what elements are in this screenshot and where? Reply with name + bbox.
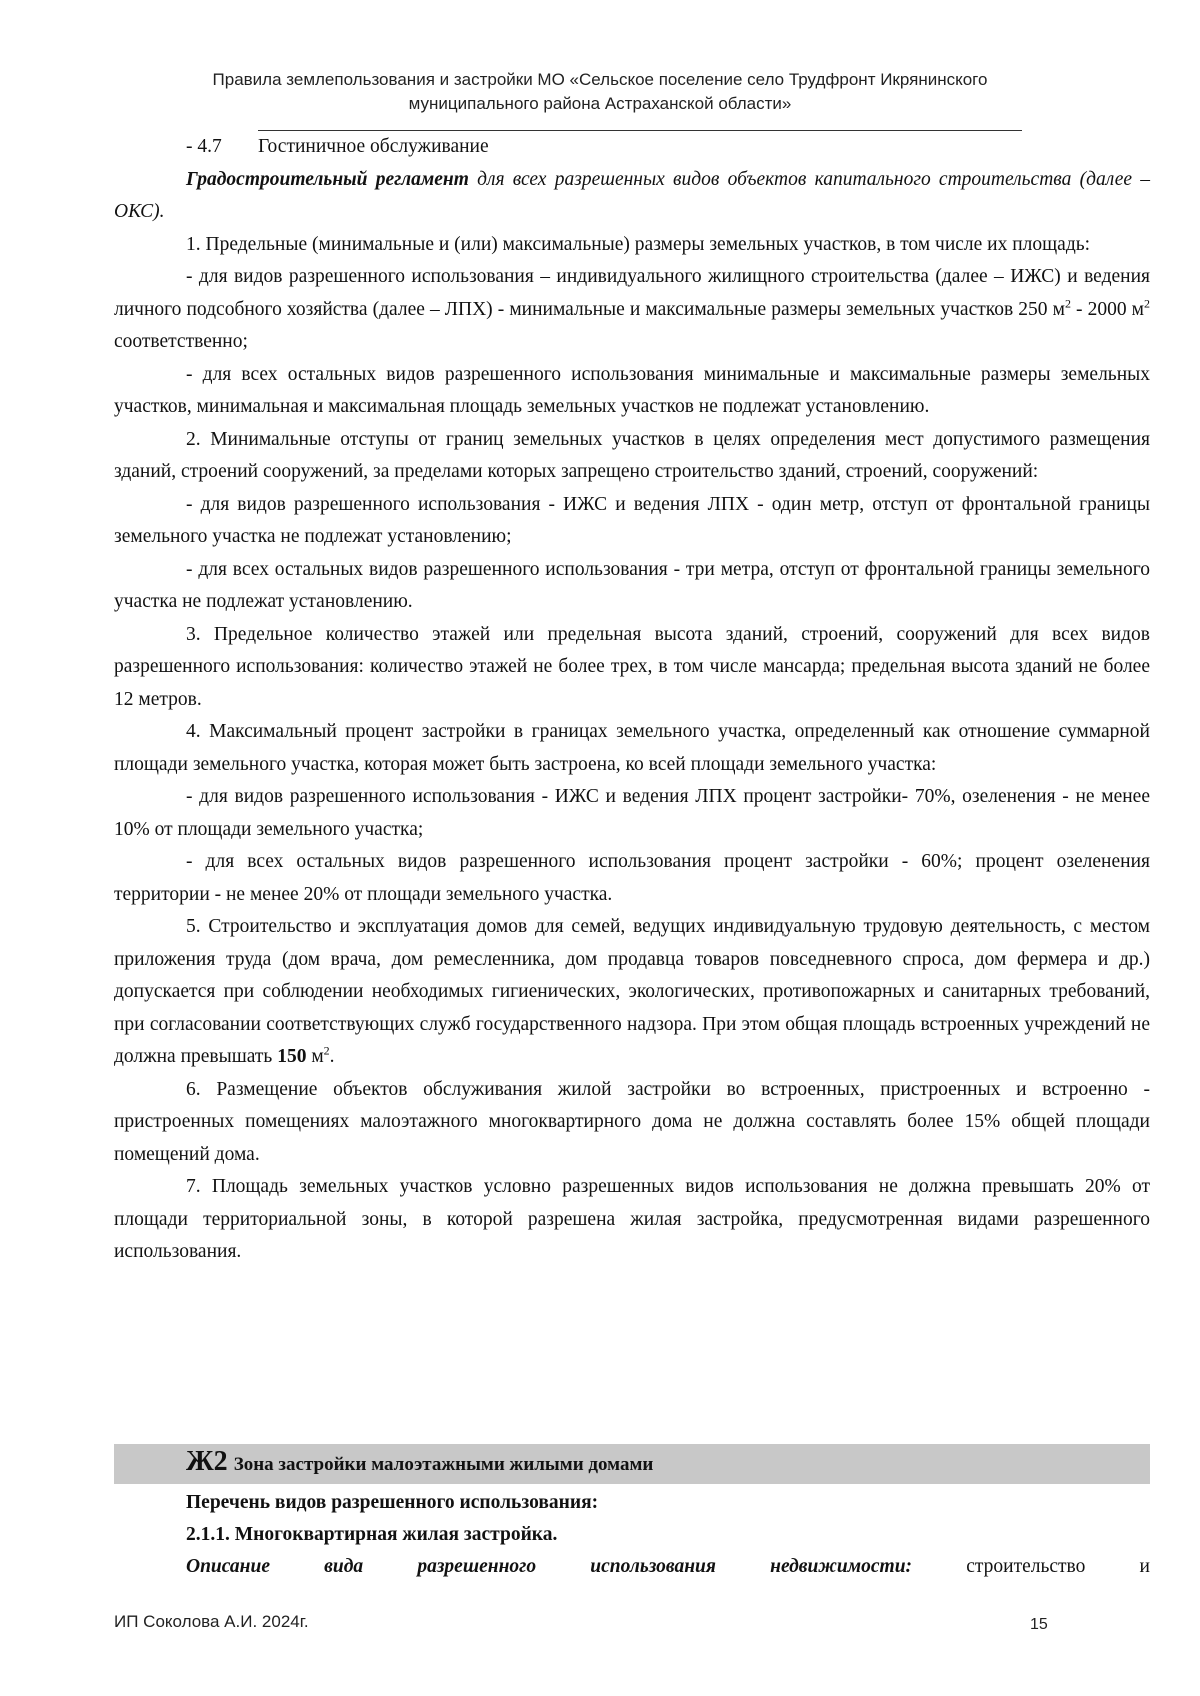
p1a-text: - для видов разрешенного использования – индивидуального жилищного строительства (далее – ИЖС) и ведения личного подсобного хозяйства (далее – ЛПХ) - минимальные и максимальные размеры земельных участков 250 м [114, 266, 1150, 320]
paragraph-2a: - для видов разрешенного использования - ИЖС и ведения ЛПХ - один метр, отступ от фронтальной границы земельного участка не подлежат установлению; [114, 493, 1150, 547]
zone-code: Ж2 [186, 1446, 228, 1477]
section-number: - 4.7 [186, 136, 222, 157]
desc-word: недвижимости: [770, 1556, 913, 1577]
paragraph-2: 2. Минимальные отступы от границ земельных участков в целях определения мест допустимого размещения зданий, строений сооружений, за пределами которых запрещено строительство зданий, строений, сооружений: [114, 428, 1150, 482]
desc-plain: и [1139, 1556, 1150, 1577]
lead-paragraph [114, 164, 1150, 229]
zone-content [114, 1487, 1150, 1583]
paragraph-6: 6. Размещение объектов обслуживания жилой застройки во встроенных, пристроенных и встроенно - пристроенных помещениях малоэтажного многоквартирного дома не должна составлять более 15% общей площади помещений дома. [114, 1078, 1150, 1165]
description-line [114, 1551, 1150, 1583]
p5-end: . [329, 1046, 335, 1067]
section-title: Гостиничное обслуживание [258, 136, 489, 157]
superscript: 2 [1144, 296, 1150, 310]
desc-word: вида [324, 1556, 364, 1577]
paragraph-3: 3. Предельное количество этажей или предельная высота зданий, строений, сооружений для всех видов разрешенного использования: количество этажей не более трех, в том числе мансарда; предельная высота зданий не более 12 метров. [114, 623, 1150, 710]
desc-word: использования [590, 1556, 716, 1577]
zone-name: Зона застройки малоэтажными жилыми домами [233, 1454, 654, 1475]
lead-rest: для всех разрешенных видов объектов капитального строительства (далее – ОКС). [114, 168, 1151, 222]
desc-word: Описание [186, 1556, 270, 1577]
lead-bold: Градостроительный регламент [186, 168, 469, 190]
superscript: 2 [1064, 296, 1071, 310]
paragraph-1b: - для всех остальных видов разрешенного использования минимальные и максимальные размеры земельных участков, минимальная и максимальная площадь земельных участков не подлежат установлению. [114, 363, 1150, 417]
list-item: 2.1.1. Многоквартирная жилая застройка. [186, 1524, 558, 1545]
paragraph-4b: - для всех остальных видов разрешенного использования процент застройки - 60%; процент озеленения территории - не менее 20% от площади земельного участка. [114, 851, 1150, 905]
header-line-2: муниципального района Астраханской области» [408, 94, 792, 113]
main-text [114, 131, 1150, 1269]
p1a-mid: - 2000 м [1070, 298, 1144, 320]
section-heading [114, 131, 1150, 164]
p5-text: 5. Строительство и эксплуатация домов для семей, ведущих индивидуальную трудовую деятельность, с местом приложения труда (дом врача, дом ремесленника, дом продавца товаров повседневного спроса, дом фермера и др.) допускается при соблюдении необходимых гигиенических, экологических, противопожарных и санитарных требований, при согласовании соответствующих служб государственного надзора. При этом общая площадь встроенных учреждений не должна превышать [114, 916, 1150, 1067]
superscript: 2 [323, 1043, 330, 1058]
page-number: 15 [1030, 1616, 1048, 1633]
paragraph-4: 4. Максимальный процент застройки в границах земельного участка, определенный как отношение суммарной площади земельного участка, которая может быть застроена, ко всей площади земельного участка: [114, 721, 1150, 775]
desc-word: разрешенного [417, 1556, 537, 1577]
zone-heading [186, 1446, 653, 1482]
paragraph-1: 1. Предельные (минимальные и (или) максимальные) размеры земельных участков, в том числе их площадь: [186, 233, 1091, 255]
list-title: Перечень видов разрешенного использования: [186, 1492, 599, 1513]
paragraph-1a [114, 261, 1150, 359]
p5-bold-value: 150 [277, 1046, 307, 1067]
p5-unit: м [306, 1046, 324, 1067]
paragraph-7: 7. Площадь земельных участков условно разрешенных видов использования не должна превышать 20% от площади территориальной зоны, в которой разрешена жилая застройка, предусмотренная видами разрешенного использования. [114, 1176, 1150, 1262]
paragraph-4a: - для видов разрешенного использования - ИЖС и ведения ЛПХ процент застройки- 70%, озеленения - не менее 10% от площади земельного участка; [114, 786, 1150, 840]
p1a-post: соответственно; [114, 331, 248, 352]
paragraph-5 [114, 911, 1150, 1074]
running-header [150, 68, 1050, 116]
header-line-1: Правила землепользования и застройки МО «Сельское поселение село Трудфронт Икрянинского [212, 70, 988, 89]
footer-author: ИП Соколова А.И. 2024г. [114, 1612, 309, 1631]
desc-plain: строительство [966, 1556, 1086, 1577]
paragraph-2b: - для всех остальных видов разрешенного использования - три метра, отступ от фронтальной границы земельного участка не подлежат установлению. [114, 558, 1150, 612]
